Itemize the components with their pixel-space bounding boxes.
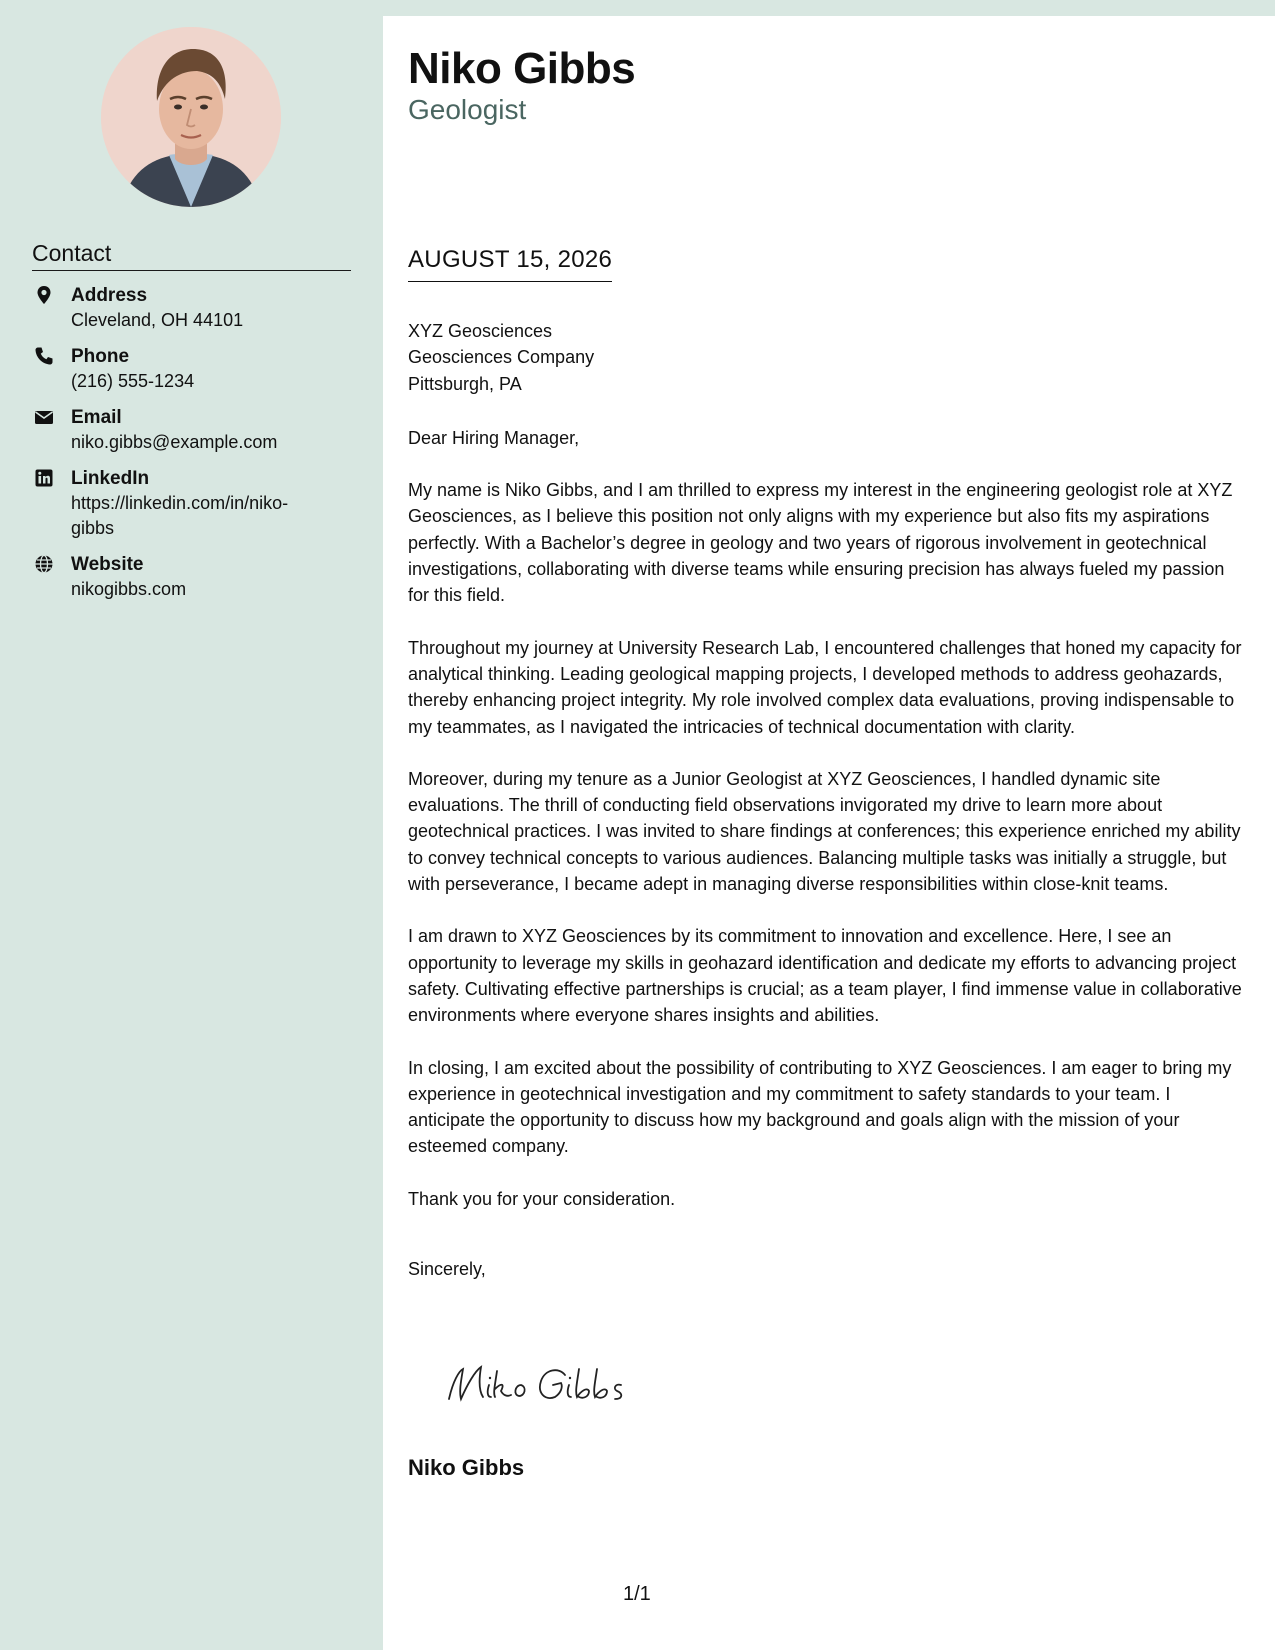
contact-value[interactable]: (216) 555-1234 <box>71 371 195 391</box>
letter-date: AUGUST 15, 2026 <box>408 243 612 282</box>
recipient-company: XYZ Geosciences <box>408 321 553 341</box>
salutation: Dear Hiring Manager, <box>408 427 580 448</box>
body-paragraph: Throughout my journey at University Research Lab, I encountered challenges that honed my capacity for analytical thinking. Leading geological mapping projects, I developed methods to address geohazards, thereby enhancing project integrity. My role involved complex data evaluations, proving indispensable to my teammates, as I navigated the intricacies of technical documentation with clarity. <box>408 637 1242 737</box>
contact-address <box>32 283 352 333</box>
profile-photo <box>101 27 281 207</box>
recipient-block <box>408 318 1248 397</box>
contact-label: Website <box>71 554 144 575</box>
contact-label: Address <box>71 285 148 306</box>
contact-value[interactable]: nikogibbs.com <box>71 579 187 599</box>
body-paragraph: Moreover, during my tenure as a Junior Geologist at XYZ Geosciences, I handled dynamic site evaluations. The thrill of conducting field observations invigorated my drive to learn more about geotechnical practices. I was invited to share findings at conferences; this experience enriched my ability to convey technical concepts to various audiences. Balancing multiple tasks was initially a struggle, but with perseverance, I became adept in managing diverse responsibilities within close-knit teams. <box>408 768 1241 895</box>
sign-off: Sincerely, <box>408 1259 486 1280</box>
letter-body <box>408 318 1248 1282</box>
contact-label: Phone <box>71 346 130 367</box>
contact-list <box>32 283 352 613</box>
job-title: Geologist <box>408 94 527 125</box>
page-number: 1/1 <box>623 1583 651 1605</box>
letter-page <box>383 16 1275 1650</box>
contact-value[interactable]: niko.gibbs@example.com <box>71 432 278 452</box>
closing-thanks: Thank you for your consideration. <box>408 1188 676 1209</box>
recipient-company-type: Geosciences Company <box>408 347 595 368</box>
applicant-name: Niko Gibbs <box>408 44 636 93</box>
body-paragraph: My name is Niko Gibbs, and I am thrilled to express my interest in the engineering geologist role at XYZ Geosciences, as I believe this position not only aligns with my experience but also fits my aspirations perfectly. With a Bachelor’s degree in geology and two years of rigorous involvement in geotechnical investigations, collaborating with diverse teams while ensuring precision has always fueled my passion for this field. <box>408 480 1233 606</box>
signed-name: Niko Gibbs <box>408 1455 525 1480</box>
body-paragraph: I am drawn to XYZ Geosciences by its commitment to innovation and excellence. Here, I see an opportunity to leverage my skills in geohazard identification and dedicate my efforts to advancing project safety. Cultivating effective partnerships is crucial; as a team player, I find immense value in collaborative environments where everyone shares insights and abilities. <box>408 926 1242 1026</box>
globe-icon <box>34 554 54 574</box>
contact-phone <box>32 344 352 394</box>
phone-icon <box>34 346 54 366</box>
contact-website <box>32 552 352 602</box>
avatar <box>101 27 281 207</box>
map-pin-icon <box>34 285 54 305</box>
contact-heading: Contact <box>32 238 351 271</box>
sidebar <box>0 0 383 1650</box>
body-paragraph: In closing, I am excited about the possibility of contributing to XYZ Geosciences. I am eager to bring my experience in geotechnical investigation and my commitment to safety standards to your team. I anticipate the opportunity to discuss how my background and goals align with the mission of your esteemed company. <box>408 1057 1232 1157</box>
contact-value: Cleveland, OH 44101 <box>71 310 244 330</box>
contact-value[interactable]: https://linkedin.com/in/niko-gibbs <box>71 493 289 538</box>
contact-email <box>32 405 352 455</box>
handwritten-signature <box>445 1361 645 1411</box>
contact-linkedin <box>32 466 352 541</box>
envelope-icon <box>34 407 54 427</box>
contact-label: LinkedIn <box>71 468 150 489</box>
recipient-location: Pittsburgh, PA <box>408 373 522 394</box>
linkedin-icon <box>34 468 54 488</box>
contact-label: Email <box>71 407 122 428</box>
